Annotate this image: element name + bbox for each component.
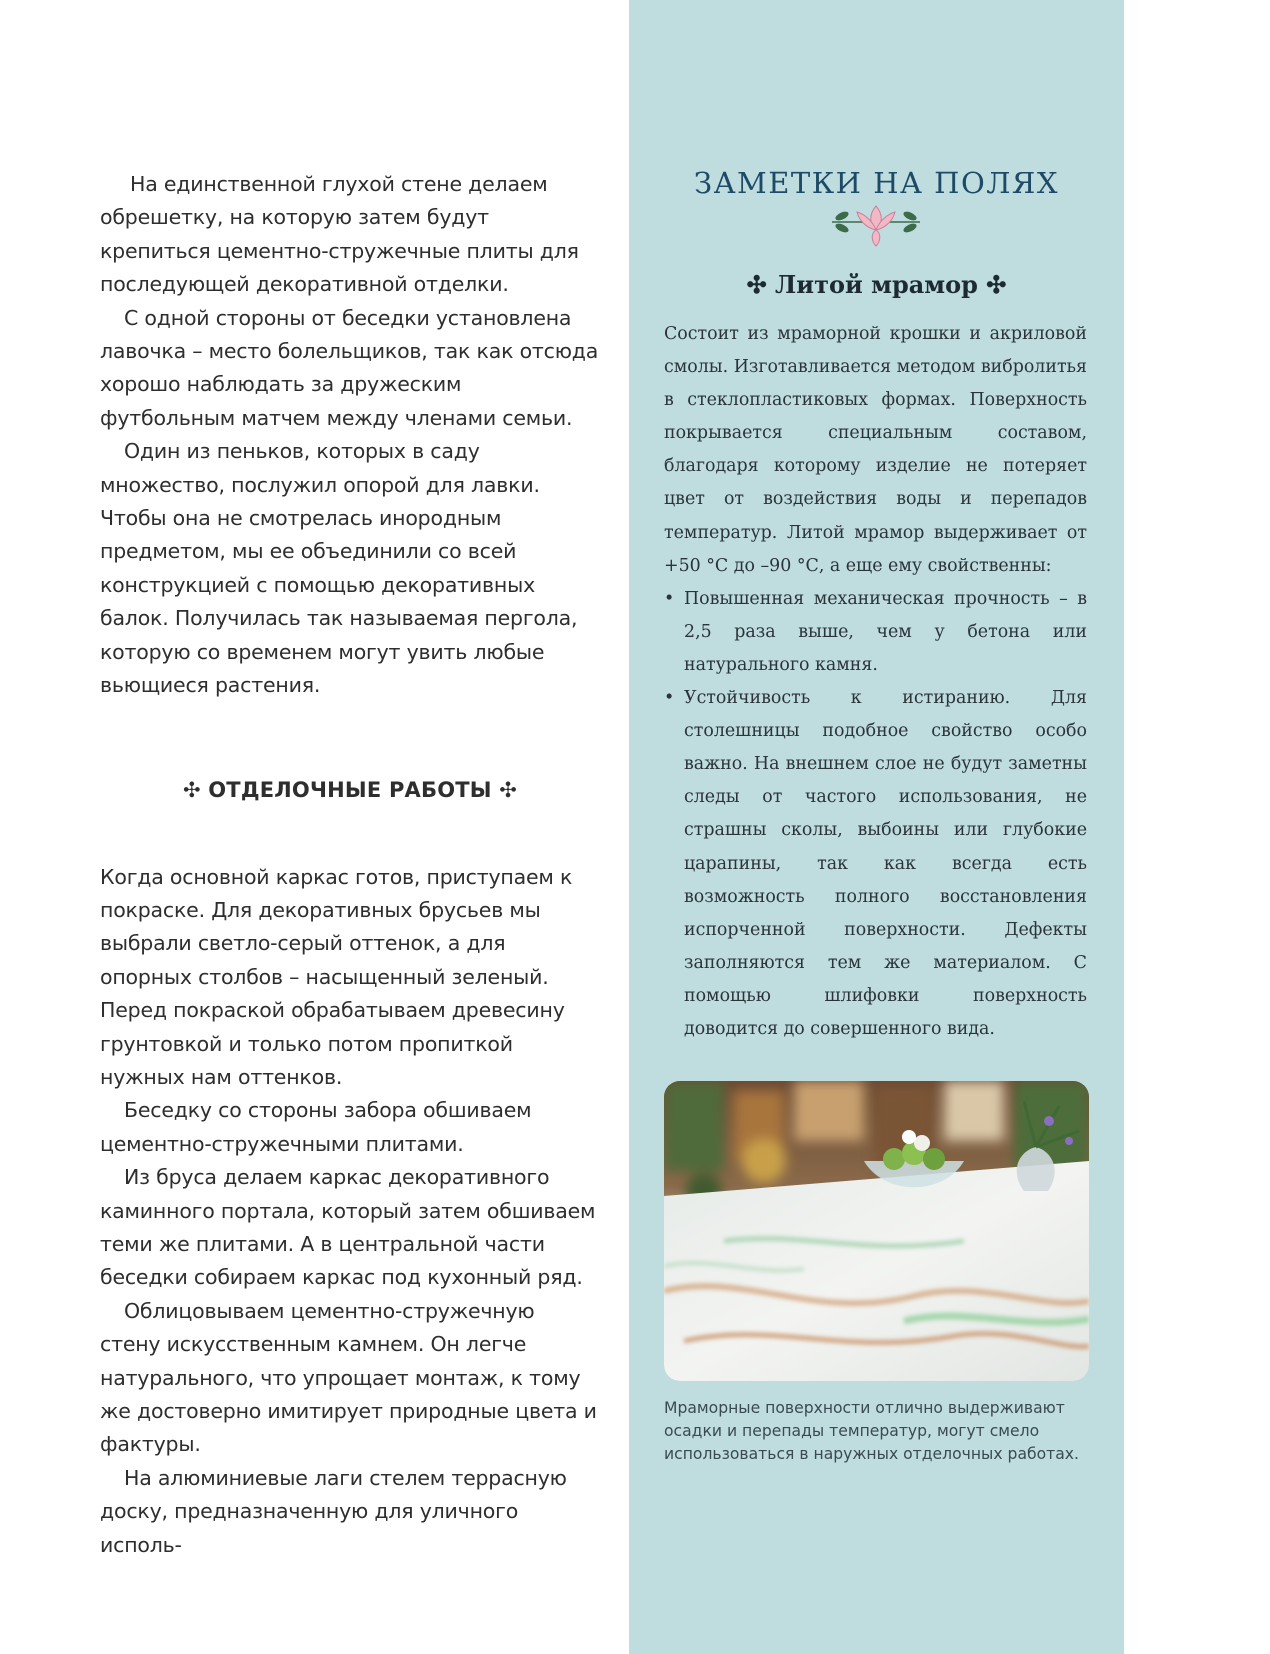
sidebar-intro: Состоит из мраморной крошки и акриловой смолы. Изготавливается методом вибролитья в стеклопластиковых формах. Поверхность покрывается специальным составом, благодаря которому изделие не потеряет цвет от воздействия воды и перепадов температур. Литой мрамор выдерживает от +50 °С до –90 °С, а еще ему свойственны: xyxy=(664,324,1087,576)
marble-countertop-photo xyxy=(664,1081,1089,1381)
paragraph: На алюминиевые лаги стелем террасную доску, предназначенную для уличного исполь- xyxy=(100,1465,567,1557)
paragraph: Один из пеньков, которых в саду множество, послужил опорой для лавки. Чтобы она не смотрелась инородным предметом, мы ее объединили со всей конструкцией с помощью декоративных балок. Получилась так называемая пергола, которую со временем могут увить любые вьющиеся растения. xyxy=(100,439,578,698)
list-item xyxy=(664,682,1087,1046)
paragraph: Из бруса делаем каркас декоративного каминного портала, который затем обшиваем теми же плитами. А в центральной части беседки собираем каркас под кухонный ряд. xyxy=(100,1165,596,1290)
list-item-text: Повышенная механическая прочность – в 2,5 раза выше, чем у бетона или натурального камня. xyxy=(684,588,1087,675)
paragraph: С одной стороны от беседки установлена лавочка – место болельщиков, так как отсюда хорошо наблюдать за дружеским футбольным матчем между членами семьи. xyxy=(100,305,599,430)
list-item-text: Устойчивость к истиранию. Для столешницы подобное свойство особо важно. На внешнем слое не будут заметны следы от частого использования, не страшны сколы, выбоины или глубокие царапины, так как всегда есть возможность полного восстановления испорченной поверхности. Дефекты заполняются тем же материалом. С помощью шлифовки поверхность доводится до совершенного вида. xyxy=(684,688,1087,1039)
main-column xyxy=(100,168,600,1562)
bullet-icon: • xyxy=(664,588,675,609)
lotus-ornament-icon xyxy=(826,204,926,248)
section-heading: ✣ ОТДЕЛОЧНЫЕ РАБОТЫ ✣ xyxy=(182,777,518,802)
paragraph: Беседку со стороны забора обшиваем цементно-стружечными плитами. xyxy=(100,1098,532,1156)
photo-caption: Мраморные поверхности отлично выдерживают осадки и перепады температур, могут смело использоваться в наружных отделочных работах. xyxy=(664,1399,1079,1463)
sidebar-subtitle: ✣ Литой мрамор ✣ xyxy=(746,270,1007,299)
sidebar-bullet-list xyxy=(664,583,1087,1046)
sidebar-title: ЗАМЕТКИ НА ПОЛЯХ xyxy=(694,166,1059,200)
sidebar-body xyxy=(664,318,1087,1046)
paragraph: Облицовываем цементно-стружечную стену искусственным камнем. Он легче натурального, что упрощает монтаж, к тому же достоверно имитирует природные цвета и фактуры. xyxy=(100,1298,597,1457)
paragraph: Когда основной каркас готов, приступаем к покраске. Для декоративных брусьев мы выбрали светло-серый оттенок, а для опорных столбов – насыщенный зеленый. Перед покраской обрабатываем древесину грунтовкой и только потом пропиткой нужных нам оттенков. xyxy=(100,864,573,1089)
paragraph: На единственной глухой стене делаем обрешетку, на которую затем будут крепиться цементно-стружечные плиты для последующей декоративной отделки. xyxy=(100,172,579,297)
bullet-icon: • xyxy=(664,688,675,709)
sidebar-notes xyxy=(629,0,1124,1654)
list-item xyxy=(664,583,1087,682)
